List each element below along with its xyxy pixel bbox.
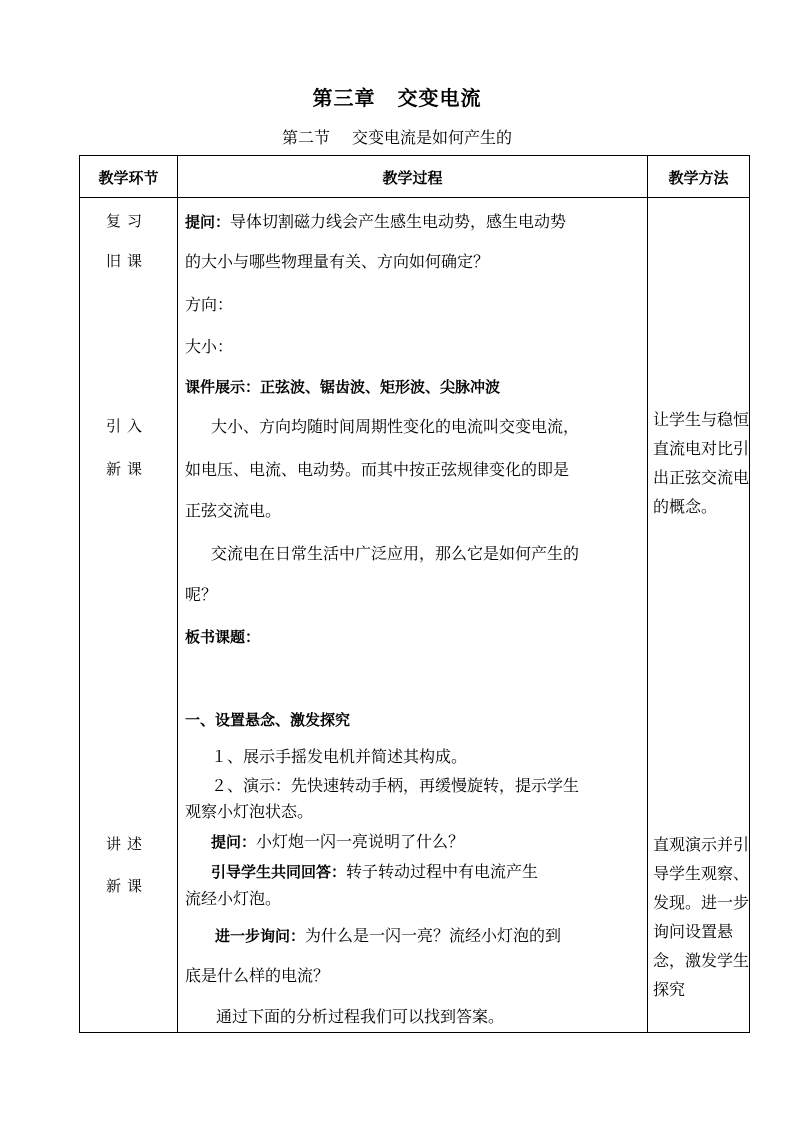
intro-para-1-line-3: 正弦交流电。 <box>185 501 282 520</box>
stage-review-2: 旧课 <box>106 252 149 270</box>
further-text-1: 为什么是一闪一亮？流经小灯泡的到 <box>305 926 562 945</box>
analysis-line: 通过下面的分析过程我们可以找到答案。 <box>216 1007 505 1026</box>
table-header-divider <box>79 197 750 198</box>
intro-para-1-line-2: 如电压、电流、电动势。而其中按正弦规律变化的即是 <box>185 460 570 479</box>
guide-text-1: 转子转动过程中有电流产生 <box>346 862 539 881</box>
header-stage: 教学环节 <box>98 169 159 187</box>
courseware-line: 课件展示：正弦波、锯齿波、矩形波、尖脉冲波 <box>185 378 501 396</box>
intro-para-2-line-1: 交流电在日常生活中广泛应用，那么它是如何产生的 <box>211 544 580 563</box>
header-method: 教学方法 <box>668 169 729 187</box>
table-border-left <box>79 155 80 1033</box>
lamp-question-text: 小灯炮一闪一亮说明了什么？ <box>256 832 465 851</box>
method-lecture: 直观演示并引导学生观察、发现。进一步询问设置悬念，激发学生探究 <box>653 835 750 999</box>
question-text-line-1: 导体切割磁力线会产生感生电动势，感生电动势 <box>230 212 567 231</box>
stage-lecture-1: 讲述 <box>106 835 149 853</box>
step-2-line-2: 观察小灯泡状态。 <box>185 802 314 821</box>
step-1: １、展示手摇发电机并简述其构成。 <box>211 747 468 766</box>
table-border-top <box>79 155 750 156</box>
guide-label: 引导学生共同回答： <box>211 863 347 881</box>
question-text-line-2: 的大小与哪些物理量有关、方向如何确定？ <box>185 252 490 271</box>
further-question-line-2: 底是什么样的电流？ <box>185 966 330 985</box>
further-label: 进一步询问： <box>215 927 306 945</box>
table-column-divider-1 <box>177 155 178 1033</box>
board-title-label: 板书课题： <box>185 628 261 646</box>
chapter-title <box>0 82 794 111</box>
lamp-question-label: 提问： <box>211 833 257 851</box>
magnitude-label: 大小： <box>185 337 234 356</box>
intro-para-2-line-2: 呢？ <box>185 585 218 604</box>
stage-intro-1: 引入 <box>106 417 149 435</box>
header-process: 教学过程 <box>382 169 443 187</box>
review-question <box>185 209 566 232</box>
guide-answer-line-1 <box>211 859 538 882</box>
chapter-name: 交变电流 <box>397 86 482 110</box>
stage-lecture-2: 新课 <box>106 877 149 895</box>
intro-para-1-line-1: 大小、方向均随时间周期性变化的电流叫交变电流， <box>211 417 580 436</box>
stage-review-1: 复习 <box>106 212 149 230</box>
section-heading-suspense: 一、设置悬念、激发探究 <box>185 711 351 729</box>
further-question-line-1 <box>215 923 561 946</box>
table-column-divider-2 <box>647 155 648 1033</box>
section-name: 交变电流是如何产生的 <box>352 128 513 147</box>
direction-label: 方向： <box>185 295 234 314</box>
guide-answer-line-2: 流经小灯泡。 <box>185 889 282 908</box>
section-title <box>0 125 794 148</box>
step-2-line-1: ２、演示：先快速转动手柄，再缓慢旋转，提示学生 <box>211 776 580 795</box>
method-intro: 让学生与稳恒直流电对比引出正弦交流电的概念。 <box>653 410 750 516</box>
lamp-question <box>211 829 464 852</box>
section-number: 第二节 <box>281 128 330 147</box>
question-label: 提问： <box>185 213 231 231</box>
stage-intro-2: 新课 <box>106 460 149 478</box>
chapter-number: 第三章 <box>312 86 376 110</box>
table-border-bottom <box>79 1032 750 1033</box>
table-border-right <box>749 155 750 1033</box>
